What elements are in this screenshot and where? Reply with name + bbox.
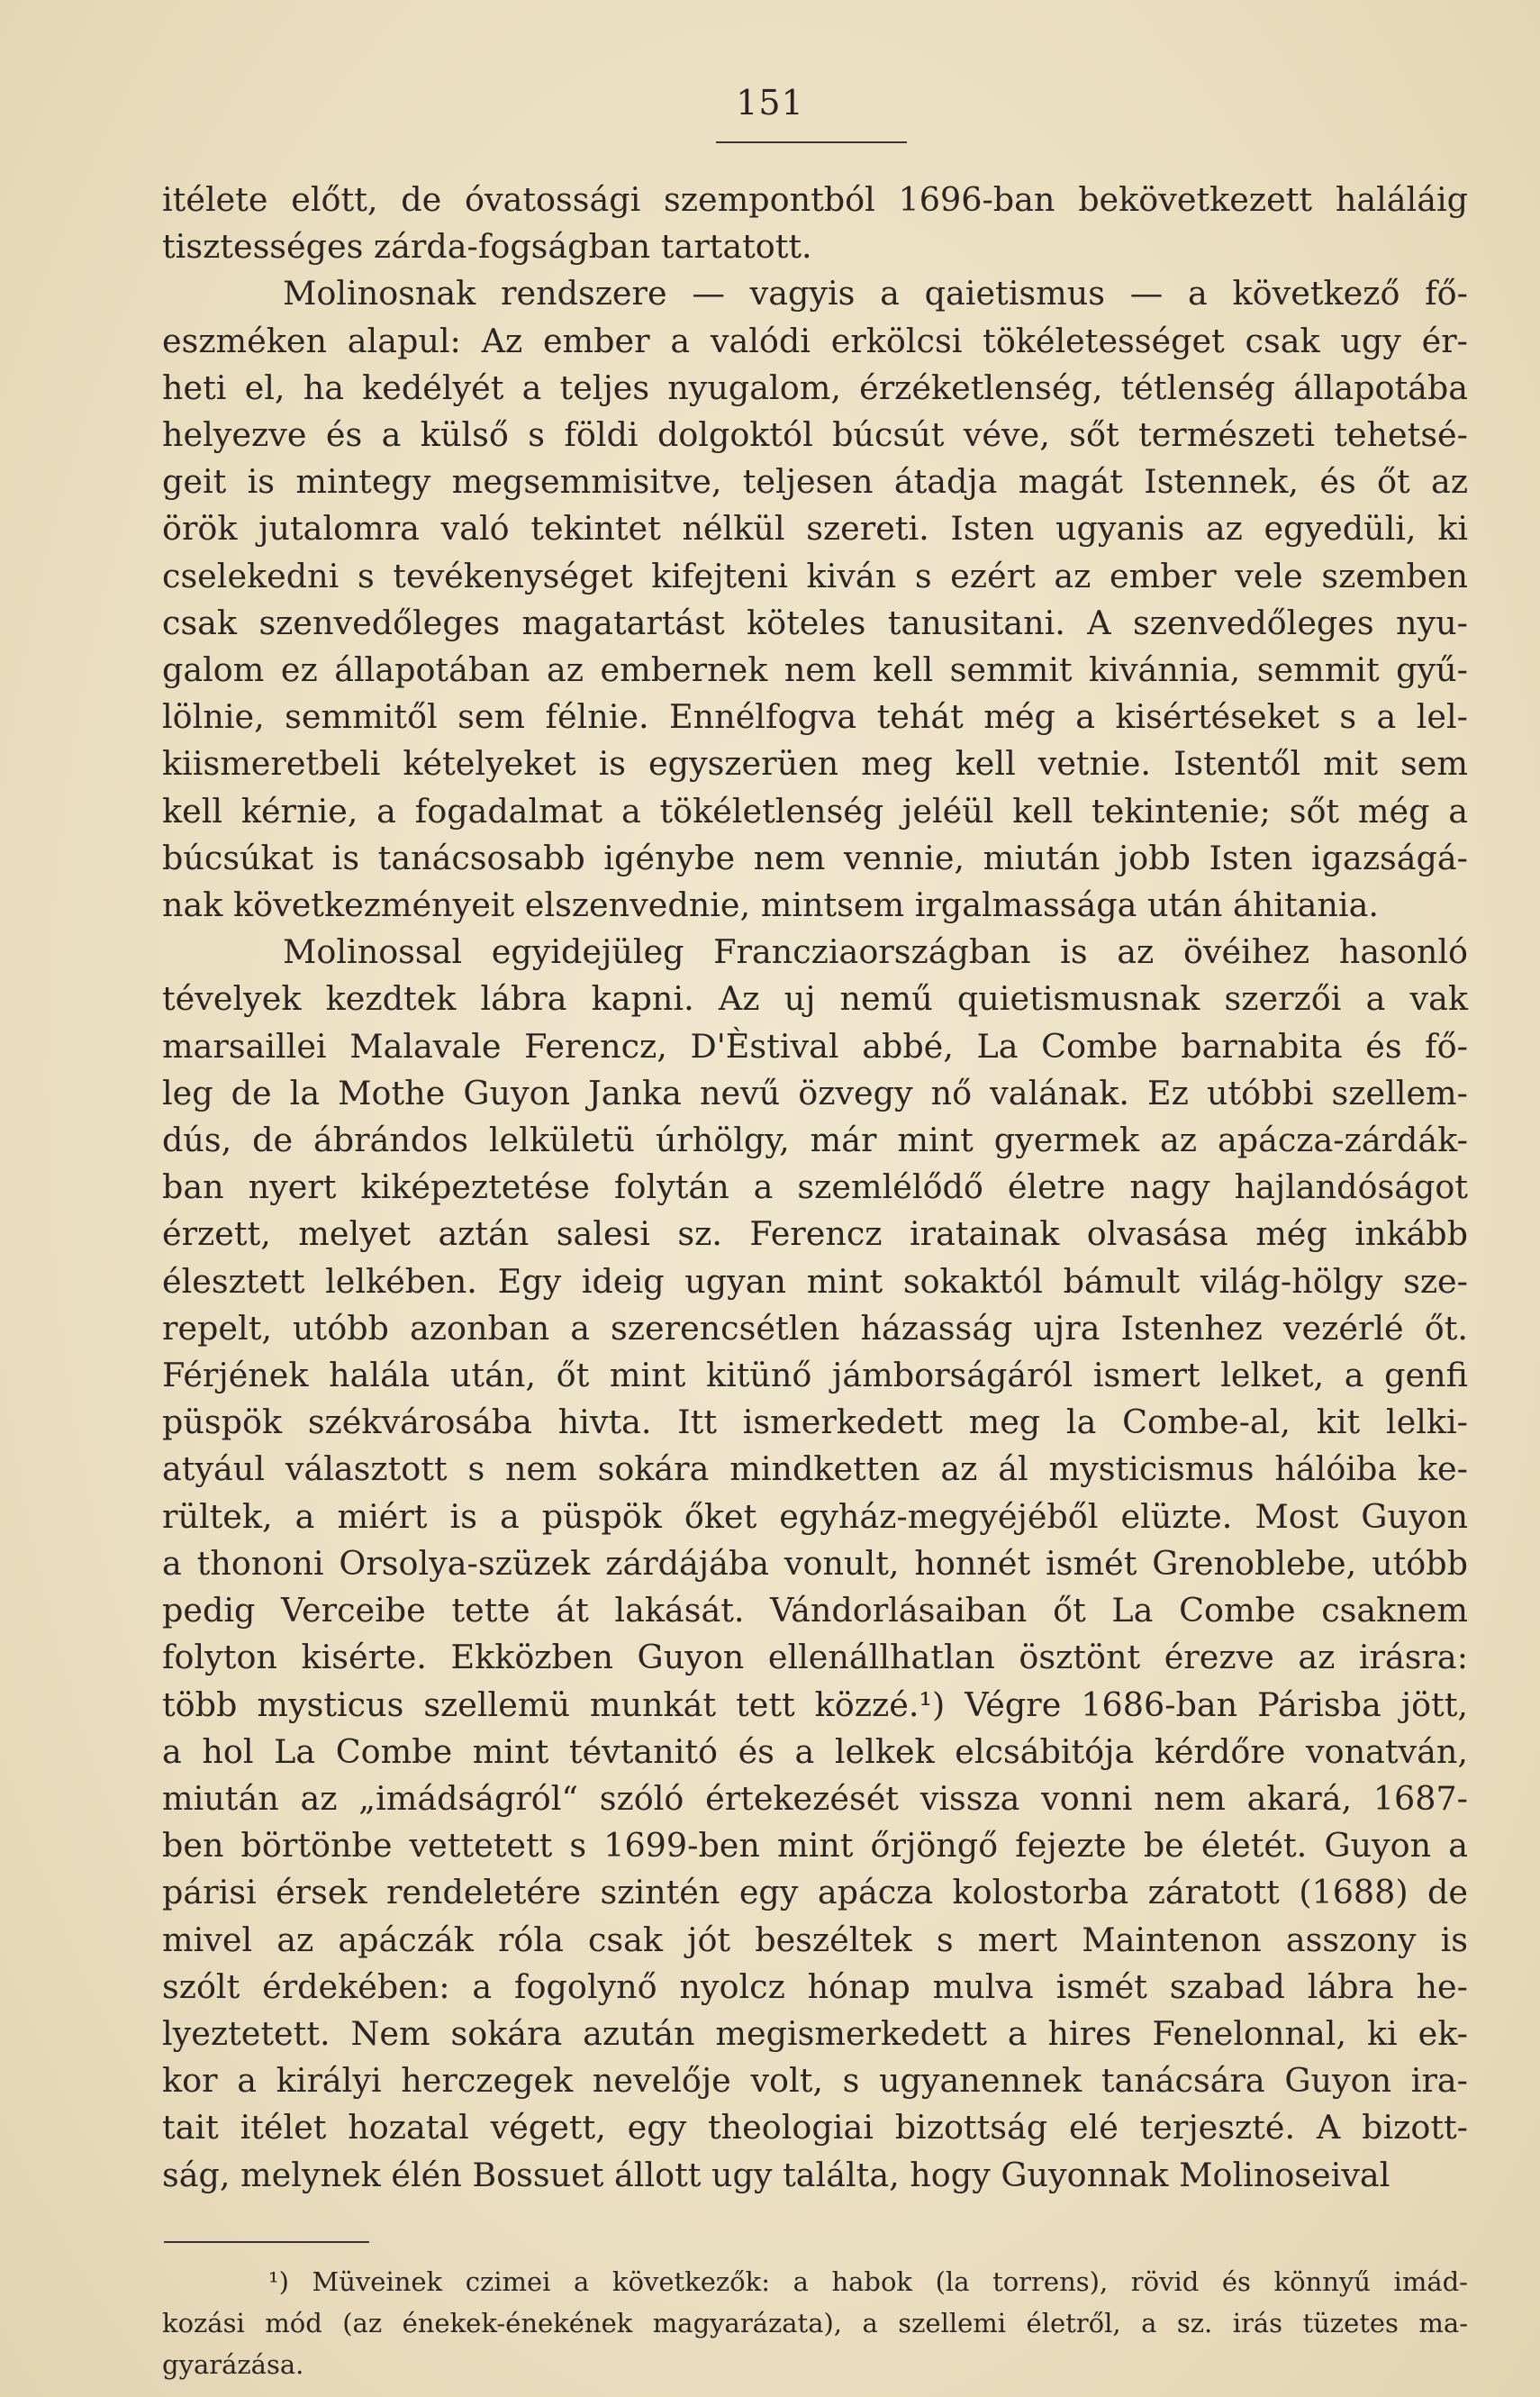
footnote-rule (164, 2241, 369, 2243)
text-line: leg de la Mothe Guyon Janka nevű özvegy nő valának. Ez utóbbi szellem- (162, 1073, 1468, 1112)
footnotes (162, 2261, 1468, 2385)
footnote-line: gyarázása. (162, 2349, 304, 2380)
text-line: geit is mintegy megsemmisitve, teljesen átadja magát Istennek, és őt az (162, 462, 1468, 502)
text-line: kor a királyi herczegek nevelője volt, s ugyanennek tanácsára Guyon ira- (162, 2061, 1468, 2101)
text-line: Molinosnak rendszere — vagyis a qaietismus — a következő fő- (283, 274, 1468, 313)
text-line: ság, melynek élén Bossuet állott ugy találta, hogy Guyonnak Molinoseival (162, 2155, 1391, 2194)
text-line: élesztett lelkében. Egy ideig ugyan mint sokaktól bámult világ-hölgy sze- (162, 1261, 1468, 1301)
text-line: a hol La Combe mint tévtanitó és a lelkek elcsábitója kérdőre vonatván, (162, 1731, 1468, 1771)
text-line: párisi érsek rendeletére szintén egy apácza kolostorba záratott (1688) de (162, 1873, 1468, 1912)
text-line: lölnie, semmitől sem félnie. Ennélfogva tehát még a kisértéseket s a lel- (162, 697, 1468, 737)
text-line: heti el, ha kedélyét a teljes nyugalom, érzéketlenség, tétlenség állapotába (162, 368, 1468, 407)
text-line: cselekedni s tevékenységet kifejteni kiván s ezért az ember vele szemben (162, 556, 1468, 595)
text-line: marsaillei Malavale Ferencz, D'Èstival abbé, La Combe barnabita és fő- (162, 1026, 1468, 1066)
text-line: püspök székvárosába hivta. Itt ismerkedett meg la Combe-al, kit lelki- (162, 1403, 1468, 1442)
body-text (162, 177, 1468, 2199)
text-line: dús, de ábrándos lelkületü úrhölgy, már mint gyermek az apácza-zárdák- (162, 1121, 1468, 1160)
text-line: ben börtönbe vettetett s 1699-ben mint őrjöngő fejezte be életét. Guyon a (162, 1826, 1468, 1866)
paragraph (162, 270, 1468, 929)
text-line: ban nyert kiképeztetése folytán a szemlélődő életre nagy hajlandóságot (162, 1167, 1468, 1207)
text-line: csak szenvedőleges magatartást köteles tanusitani. A szenvedőleges nyu- (162, 603, 1468, 642)
text-line: nak következményeit elszenvednie, mintsem irgalmassága után áhitania. (162, 885, 1379, 925)
text-line: miután az „imádságról“ szóló értekezését vissza vonni nem akará, 1687- (162, 1778, 1468, 1818)
text-line: eszméken alapul: Az ember a valódi erkölcsi tökéletességet csak ugy ér- (162, 321, 1468, 360)
footnote-line: kozási mód (az énekek-énekének magyarázata), a szellemi életről, a sz. irás tüzetes ma- (162, 2308, 1468, 2338)
text-line: atyául választott s nem sokára mindketten az ál mysticismus hálóiba ke- (162, 1449, 1468, 1489)
text-line: a thononi Orsolya-szüzek zárdájába vonult, honnét ismét Grenoblebe, utóbb (162, 1543, 1468, 1583)
text-line: galom ez állapotában az embernek nem kell semmit kivánnia, semmit gyű- (162, 650, 1468, 690)
text-line: tévelyek kezdtek lábra kapni. Az uj nemű quietismusnak szerzői a vak (162, 979, 1468, 1019)
text-line: tait itélet hozatal végett, egy theologiai bizottság elé terjeszté. A bizott- (162, 2108, 1468, 2147)
text-line: pedig Verceibe tette át lakását. Vándorlásaiban őt La Combe csaknem (162, 1591, 1468, 1630)
text-line: több mysticus szellemü munkát tett közzé.¹) Végre 1686-ban Párisba jött, (162, 1684, 1468, 1724)
text-line: búcsúkat is tanácsosabb igénybe nem vennie, miután jobb Isten igazságá- (162, 838, 1468, 877)
text-line: szólt érdekében: a fogolynő nyolcz hónap mulva ismét szabad lábra he- (162, 1966, 1468, 2006)
text-line: lyeztetett. Nem sokára azután megismerkedett a hires Fenelonnal, ki ek- (162, 2013, 1468, 2053)
text-line: mivel az apáczák róla csak jót beszéltek s mert Maintenon asszony is (162, 1920, 1468, 1959)
text-line: itélete előtt, de óvatossági szempontból 1696-ban bekövetkezett haláláig (162, 180, 1468, 219)
text-line: rültek, a miért is a püspök őket egyház-megyéjéből elüzte. Most Guyon (162, 1496, 1468, 1536)
paragraph (162, 177, 1468, 270)
text-line: repelt, utóbb azonban a szerencsétlen házasság ujra Istenhez vezérlé őt. (162, 1308, 1468, 1348)
page-number: 151 (736, 83, 804, 123)
text-line: Molinossal egyidejüleg Francziaországban is az övéihez hasonló (283, 932, 1468, 972)
text-line: örök jutalomra való tekintet nélkül szereti. Isten ugyanis az egyedüli, ki (162, 509, 1468, 549)
footnote-line: ¹) Müveinek czimei a következők: a habok (la torrens), rövid és könnyű imád- (268, 2266, 1468, 2297)
paragraph (162, 929, 1468, 2198)
text-line: kell kérnie, a fogadalmat a tökéletlenség jeléül kell tekintenie; sőt még a (162, 791, 1468, 831)
text-line: Férjének halála után, őt mint kitünő jámborságáról ismert lelket, a genfi (162, 1356, 1468, 1395)
text-line: tisztességes zárda-fogságban tartatott. (162, 227, 812, 267)
text-line: kiismeretbeli kételyeket is egyszerüen meg kell vetnie. Istentől mit sem (162, 744, 1468, 784)
text-line: folyton kisérte. Ekközben Guyon ellenállhatlan ösztönt érezve az irásra: (162, 1638, 1468, 1677)
text-line: érzett, melyet aztán salesi sz. Ferencz iratainak olvasása még inkább (162, 1214, 1468, 1254)
text-line: helyezve és a külső s földi dolgoktól búcsút véve, sőt természeti tehetsé- (162, 415, 1468, 455)
header-rule (716, 141, 907, 143)
